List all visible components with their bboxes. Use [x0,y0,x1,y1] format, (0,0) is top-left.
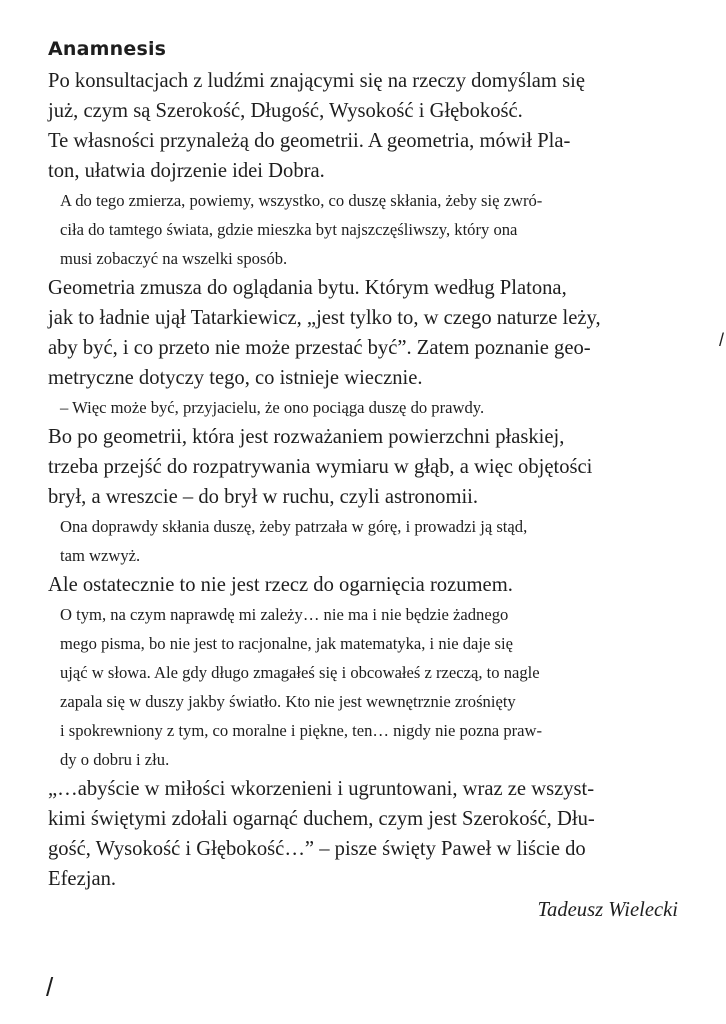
text-line: metryczne dotyczy tego, co istnieje wiecznie. [48,367,423,389]
text-line: „…abyście w miłości wkorzenieni i ugruntowani, wraz ze wszyst- [48,778,595,800]
paragraph-5 [48,570,678,600]
text-line: Ale ostatecznie to nie jest rzecz do ogarnięcia rozumem. [48,574,513,596]
text-line: aby być, i co przeto nie może przestać być”. Zatem poznanie geo- [48,337,591,359]
text-line: Bo po geometrii, która jest rozważaniem powierzchni płaskiej, [48,426,565,448]
article-title: Anamnesis [48,38,167,60]
paragraph-6 [48,774,678,894]
text-line: Geometria zmusza do oglądania bytu. Którym według Platona, [48,277,567,299]
author-signature: Tadeusz Wielecki [537,899,678,921]
text-line: Te własności przynależą do geometrii. A geometria, mówił Pla- [48,130,571,152]
margin-slash-mark: / [719,330,725,350]
quotation-2 [48,393,678,422]
text-line: kimi świętymi zdołali ogarnąć duchem, czym jest Szerokość, Dłu- [48,808,595,830]
quotation-1 [48,186,678,273]
article [48,36,678,926]
quote-line: ująć w słowa. Ale gdy długo zmagałeś się i obcowałeś z rzeczą, to nagle [60,663,540,682]
text-line: już, czym są Szerokość, Długość, Wysokość i Głębokość. [48,100,523,122]
quote-line: dy o dobru i złu. [60,750,170,769]
text-line: Efezjan. [48,868,117,890]
quote-line: A do tego zmierza, powiemy, wszystko, co duszę skłania, żeby się zwró- [60,191,543,210]
text-line: Po konsultacjach z ludźmi znającymi się na rzeczy domyślam się [48,70,585,92]
paragraph-3 [48,273,678,393]
paragraph-1 [48,66,678,126]
folio-slash-mark: / [46,972,54,1002]
quote-line: i spokrewniony z tym, co moralne i piękne, ten… nigdy nie pozna praw- [60,721,543,740]
quote-line: Ona doprawdy skłania duszę, żeby patrzała w górę, i prowadzi ją stąd, [60,517,528,536]
quote-line: tam wzwyż. [60,546,141,565]
paragraph-4 [48,422,678,512]
quotation-3 [48,512,678,570]
quote-line: musi zobaczyć na wszelki sposób. [60,249,288,268]
paragraph-2 [48,126,678,186]
text-line: ton, ułatwia dojrzenie idei Dobra. [48,160,325,182]
text-line: jak to ładnie ujął Tatarkiewicz, „jest tylko to, w czego naturze leży, [48,307,601,329]
quote-line: mego pisma, bo nie jest to racjonalne, jak matematyka, i nie daje się [60,634,513,653]
text-line: trzeba przejść do rozpatrywania wymiaru w głąb, a więc objętości [48,456,593,478]
text-line: brył, a wreszcie – do brył w ruchu, czyli astronomii. [48,486,479,508]
quote-line: zapala się w duszy jakby światło. Kto nie jest wewnętrznie zrośnięty [60,692,516,711]
text-line: gość, Wysokość i Głębokość…” – pisze święty Paweł w liście do [48,838,586,860]
quote-line: – Więc może być, przyjacielu, że ono pociąga duszę do prawdy. [60,398,485,417]
quotation-4 [48,600,678,774]
quote-line: O tym, na czym naprawdę mi zależy… nie ma i nie będzie żadnego [60,605,509,624]
quote-line: ciła do tamtego świata, gdzie mieszka byt najszczęśliwszy, który ona [60,220,518,239]
